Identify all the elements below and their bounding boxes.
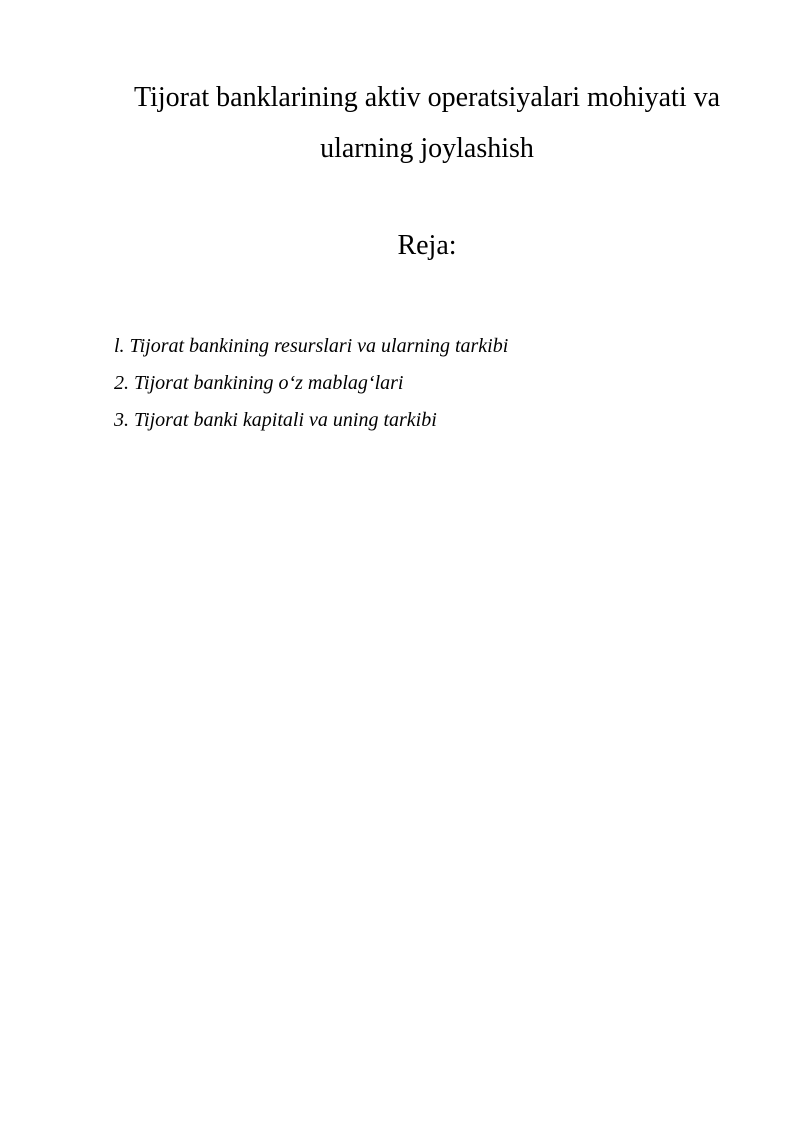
plan-item-3: 3. Tijorat banki kapitali va uning tarkibi [114, 409, 437, 431]
document-title: Tijorat banklarining aktiv operatsiyalari mohiyati va ularning joylashish [133, 82, 721, 164]
plan-heading: Reja: [397, 230, 457, 261]
plan-item-1: l. Tijorat bankining resurslari va ularning tarkibi [114, 335, 509, 357]
plan-list [114, 328, 734, 439]
plan-item-2: 2. Tijorat bankining o‘z mablag‘lari [114, 372, 404, 394]
